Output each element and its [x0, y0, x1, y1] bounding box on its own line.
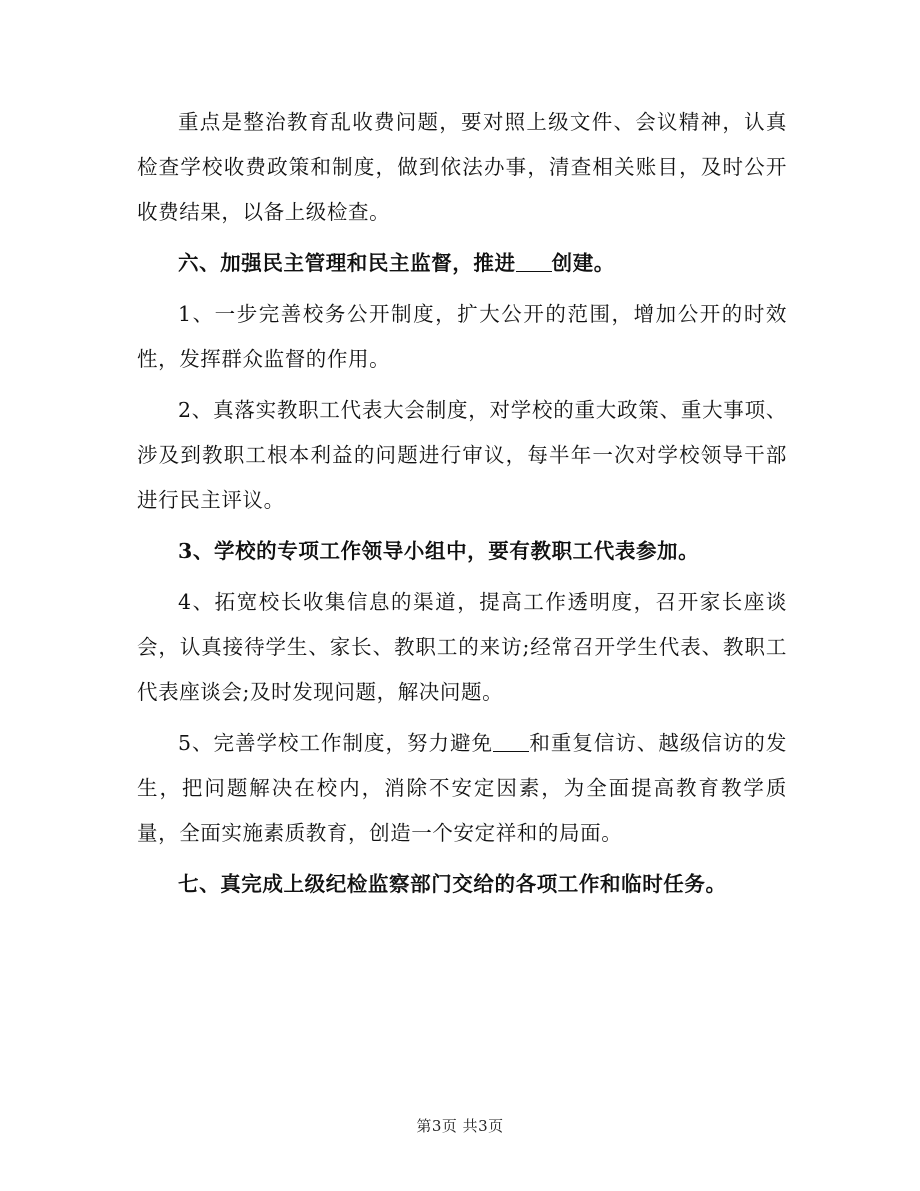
heading-section-six-text-before: 六、加强民主管理和民主监督，推进	[178, 251, 516, 275]
paragraph-item-1: 1、一步完善校务公开制度，扩大公开的范围，增加公开的时效性，发挥群众监督的作用。	[137, 302, 787, 371]
paragraph-item-3: 3、学校的专项工作领导小组中，要有教职工代表参加。	[178, 539, 700, 563]
paragraph-item-5-text-before: 5、完善学校工作制度，努力避免	[178, 731, 494, 755]
fill-in-blank	[493, 731, 529, 753]
page-number-footer: 第3页 共3页	[416, 1117, 504, 1135]
paragraph-item-5-text-after: 和重复信访、越级信访的发生，把问题解决在校内，消除不安定因素，为全面提高教育教学质量，全面实施素质教育，创造一个安定祥和的局面。	[137, 731, 787, 845]
heading-section-six	[137, 241, 787, 286]
paragraph-fee-rectification: 重点是整治教育乱收费问题，要对照上级文件、会议精神，认真检查学校收费政策和制度，做到依法办事，清查相关账目，及时公开收费结果，以备上级检查。	[137, 110, 787, 224]
fill-in-blank	[516, 251, 552, 273]
document-body	[137, 100, 787, 907]
heading-section-seven: 七、真完成上级纪检监察部门交给的各项工作和临时任务。	[178, 872, 727, 896]
heading-section-six-text-after: 创建。	[551, 251, 615, 275]
paragraph-item-5	[137, 721, 787, 856]
paragraph-item-2: 2、真落实教职工代表大会制度，对学校的重大政策、重大事项、涉及到教职工根本利益的问题进行审议，每半年一次对学校领导干部进行民主评议。	[137, 398, 787, 512]
paragraph-item-4: 4、拓宽校长收集信息的渠道，提高工作透明度，召开家长座谈会，认真接待学生、家长、教职工的来访;经常召开学生代表、教职工代表座谈会;及时发现问题，解决问题。	[137, 590, 787, 704]
